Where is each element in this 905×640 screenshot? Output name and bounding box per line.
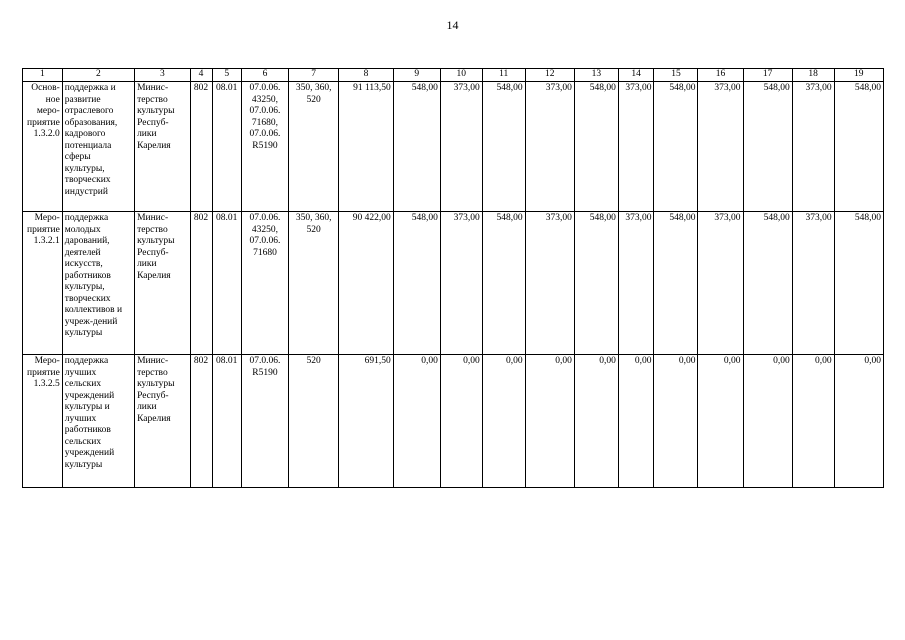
value-cell: 548,00 xyxy=(654,82,698,212)
executor-cell: Минис-терство культуры Респуб-лики Карелия xyxy=(135,212,191,355)
value-cell: 0,00 xyxy=(618,355,654,488)
value-cell: 548,00 xyxy=(393,82,440,212)
section-cell: 08.01 xyxy=(212,355,241,488)
activity-name-cell: поддержка лучших сельских учреждений культуры и лучших работников сельских учреждений культуры xyxy=(62,355,134,488)
value-cell: 548,00 xyxy=(743,212,792,355)
activity-code-cell: Основ-ное меро-приятие 1.3.2.0 xyxy=(23,82,63,212)
column-header: 12 xyxy=(525,69,574,82)
value-cell: 548,00 xyxy=(393,212,440,355)
column-header: 10 xyxy=(440,69,482,82)
column-header: 15 xyxy=(654,69,698,82)
value-cell: 548,00 xyxy=(834,82,883,212)
grbs-cell: 802 xyxy=(190,82,212,212)
value-cell: 0,00 xyxy=(654,355,698,488)
activity-code-cell: Меро-приятие 1.3.2.1 xyxy=(23,212,63,355)
value-cell: 373,00 xyxy=(792,82,834,212)
column-header: 16 xyxy=(698,69,743,82)
column-header: 4 xyxy=(190,69,212,82)
column-header: 3 xyxy=(135,69,191,82)
total-amount-cell: 90 422,00 xyxy=(339,212,393,355)
column-header: 17 xyxy=(743,69,792,82)
table-row xyxy=(23,212,884,355)
expense-type-cell: 350, 360, 520 xyxy=(289,82,339,212)
value-cell: 373,00 xyxy=(440,212,482,355)
value-cell: 548,00 xyxy=(743,82,792,212)
total-amount-cell: 691,50 xyxy=(339,355,393,488)
column-header: 5 xyxy=(212,69,241,82)
budget-table xyxy=(22,68,884,488)
header-row xyxy=(23,69,884,82)
value-cell: 0,00 xyxy=(574,355,618,488)
column-header: 9 xyxy=(393,69,440,82)
expense-type-cell: 350, 360, 520 xyxy=(289,212,339,355)
value-cell: 548,00 xyxy=(834,212,883,355)
value-cell: 373,00 xyxy=(792,212,834,355)
column-header: 2 xyxy=(62,69,134,82)
column-header: 7 xyxy=(289,69,339,82)
column-header: 14 xyxy=(618,69,654,82)
target-article-cell: 07.0.06. 43250, 07.0.06. 71680 xyxy=(241,212,288,355)
column-header: 11 xyxy=(482,69,525,82)
value-cell: 373,00 xyxy=(698,82,743,212)
column-header: 8 xyxy=(339,69,393,82)
table-row xyxy=(23,355,884,488)
value-cell: 548,00 xyxy=(482,82,525,212)
value-cell: 373,00 xyxy=(698,212,743,355)
value-cell: 373,00 xyxy=(440,82,482,212)
value-cell: 373,00 xyxy=(618,212,654,355)
value-cell: 373,00 xyxy=(525,212,574,355)
target-article-cell: 07.0.06. R5190 xyxy=(241,355,288,488)
column-header: 6 xyxy=(241,69,288,82)
value-cell: 0,00 xyxy=(834,355,883,488)
activity-code-cell: Меро-приятие 1.3.2.5 xyxy=(23,355,63,488)
column-header: 18 xyxy=(792,69,834,82)
grbs-cell: 802 xyxy=(190,355,212,488)
section-cell: 08.01 xyxy=(212,82,241,212)
value-cell: 373,00 xyxy=(525,82,574,212)
value-cell: 0,00 xyxy=(743,355,792,488)
page-number: 14 xyxy=(446,18,459,32)
value-cell: 373,00 xyxy=(618,82,654,212)
executor-cell: Минис-терство культуры Респуб-лики Карелия xyxy=(135,355,191,488)
value-cell: 0,00 xyxy=(525,355,574,488)
activity-name-cell: поддержка молодых дарований, деятелей искусств, работников культуры, творческих коллективов и учреж-дений культуры xyxy=(62,212,134,355)
column-header: 1 xyxy=(23,69,63,82)
executor-cell: Минис-терство культуры Респуб-лики Карелия xyxy=(135,82,191,212)
value-cell: 0,00 xyxy=(792,355,834,488)
value-cell: 0,00 xyxy=(482,355,525,488)
value-cell: 548,00 xyxy=(654,212,698,355)
expense-type-cell: 520 xyxy=(289,355,339,488)
total-amount-cell: 91 113,50 xyxy=(339,82,393,212)
value-cell: 0,00 xyxy=(393,355,440,488)
column-header: 19 xyxy=(834,69,883,82)
value-cell: 548,00 xyxy=(574,82,618,212)
column-header: 13 xyxy=(574,69,618,82)
grbs-cell: 802 xyxy=(190,212,212,355)
activity-name-cell: поддержка и развитие отраслевого образования, кадрового потенциала сферы культуры, творческих индустрий xyxy=(62,82,134,212)
table-row xyxy=(23,82,884,212)
value-cell: 0,00 xyxy=(440,355,482,488)
section-cell: 08.01 xyxy=(212,212,241,355)
value-cell: 548,00 xyxy=(574,212,618,355)
value-cell: 548,00 xyxy=(482,212,525,355)
target-article-cell: 07.0.06. 43250, 07.0.06. 71680, 07.0.06. R5190 xyxy=(241,82,288,212)
value-cell: 0,00 xyxy=(698,355,743,488)
